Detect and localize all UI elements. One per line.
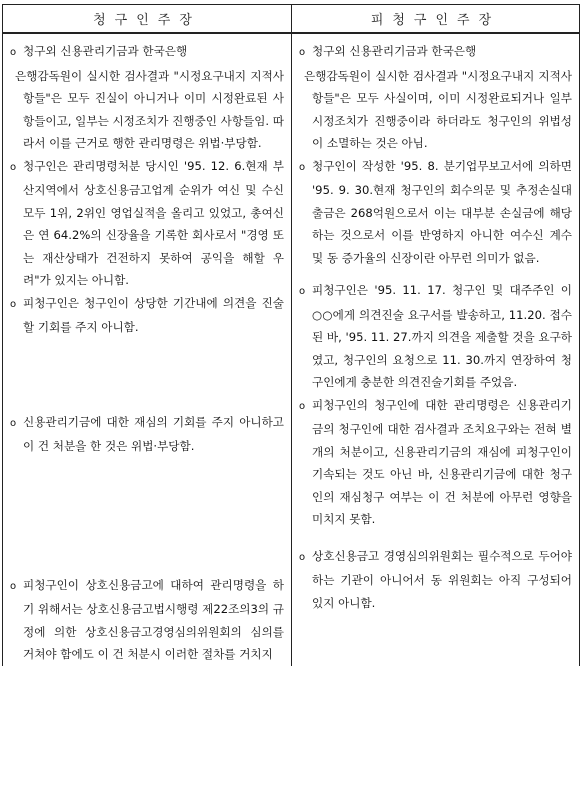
bullet-icon: ο xyxy=(10,580,17,592)
respondent-item-3: ο 피청구인은 '95. 11. 17. 청구인 및 대주주인 이○○에게 의견진술 요구서를 발송하고, 11.20. 접수된 바, '95. 11. 27.까지 의견을 제출할 것을 요구하였고, 청구인의 요청으로 11. 30.까지 연장하여 청구인에게 충분한 의견진술기회를 주었음. xyxy=(299,283,572,389)
claimant-item-1: 은행감독원이 실시한 검사결과 "시정요구내지 지적사항들"은 모두 진실이 아니거나 이미 시정완료된 사항들이고, 일부는 시정조치가 진행중인 사항들임. 따라서 이를 근거로 행한 관리명령은 위법·부당함. xyxy=(15,68,284,150)
bullet-icon: ο xyxy=(10,47,17,58)
bullet-icon: ο xyxy=(10,298,17,310)
claimant-item-4: ο 신용관리기금에 대한 재심의 기회를 주지 아니하고 이 건 처분을 한 것은 위법·부당함. xyxy=(10,414,284,453)
respondent-item-1-title: ο 청구외 신용관리기금과 한국은행 xyxy=(299,40,572,65)
bullet-icon: ο xyxy=(10,417,17,429)
header-respondent: 피청구인주장 xyxy=(292,5,580,34)
claimant-item-1-title: ο 청구외 신용관리기금과 한국은행 xyxy=(10,40,284,65)
table-header-row xyxy=(3,5,580,34)
respondent-item-1: 은행감독원이 실시한 검사결과 "시정요구내지 지적사항들"은 모두 사실이며, 이미 시정완료되거나 일부시정조치가 진행중이라 하더라도 청구인의 위법성이 소멸하는 것은 아님. xyxy=(304,68,572,150)
claimant-item-3: ο 피청구인은 청구인이 상당한 기간내에 의견을 진술할 기회를 주지 아니함. xyxy=(10,295,284,334)
respondent-column xyxy=(292,33,580,666)
header-claimant: 청구인주장 xyxy=(3,5,292,34)
bullet-icon: ο xyxy=(299,551,306,563)
bullet-icon: ο xyxy=(299,161,306,173)
claimant-item-2: ο 청구인은 관리명령처분 당시인 '95. 12. 6.현재 부산지역에서 상호신용금고업계 순위가 여신 및 수신 모두 1위, 2위인 영업실적을 올리고 있었고, 총여신은 연 64.2%의 신장율을 기록한 회사로서 "경영 또는 재산상태가 건전하지 못하여 공익을 해할 우려"가 있지는 아니함. xyxy=(10,158,284,287)
respondent-item-5: ο 상호신용금고 경영심의위원회는 필수적으로 두어야 하는 기관이 아니어서 동 위원회는 아직 구성되어 있지 아니함. xyxy=(299,548,572,610)
table-body-row xyxy=(3,33,580,666)
bullet-icon: ο xyxy=(299,286,306,297)
comparison-table xyxy=(2,4,580,666)
respondent-item-2: ο 청구인이 작성한 '95. 8. 분기업무보고서에 의하면 '95. 9. 30.현재 청구인의 회수의문 및 추정손실대출금은 268억원으로서 이는 대부분 손실금에 해당하는 것으로서 이를 반영하지 아니한 여수신 계수 및 동 증가율의 신장이란 아무런 의미가 없음. xyxy=(299,158,572,265)
bullet-icon: ο xyxy=(299,400,306,412)
bullet-icon: ο xyxy=(299,47,306,58)
bullet-icon: ο xyxy=(10,161,17,173)
claimant-column xyxy=(3,33,292,666)
respondent-item-4: ο 피청구인의 청구인에 대한 관리명령은 신용관리기금의 청구인에 대한 검사결과 조치요구와는 전혀 별개의 처분이고, 신용관리기금의 재심에 피청구인이 기속되는 것도 아닌 바, 신용관리기금에 대한 청구인의 재심청구 여부는 이 건 처분에 아무런 영향을 미치지 못함. xyxy=(299,397,572,526)
claimant-item-5: ο 피청구인이 상호신용금고에 대하여 관리명령을 하기 위해서는 상호신용금고법시행령 제22조의3의 규정에 의한 상호신용금고경영심의위원회의 심의를 거쳐야 함에도 이 건 처분시 이러한 절차를 거치지 xyxy=(10,577,284,661)
